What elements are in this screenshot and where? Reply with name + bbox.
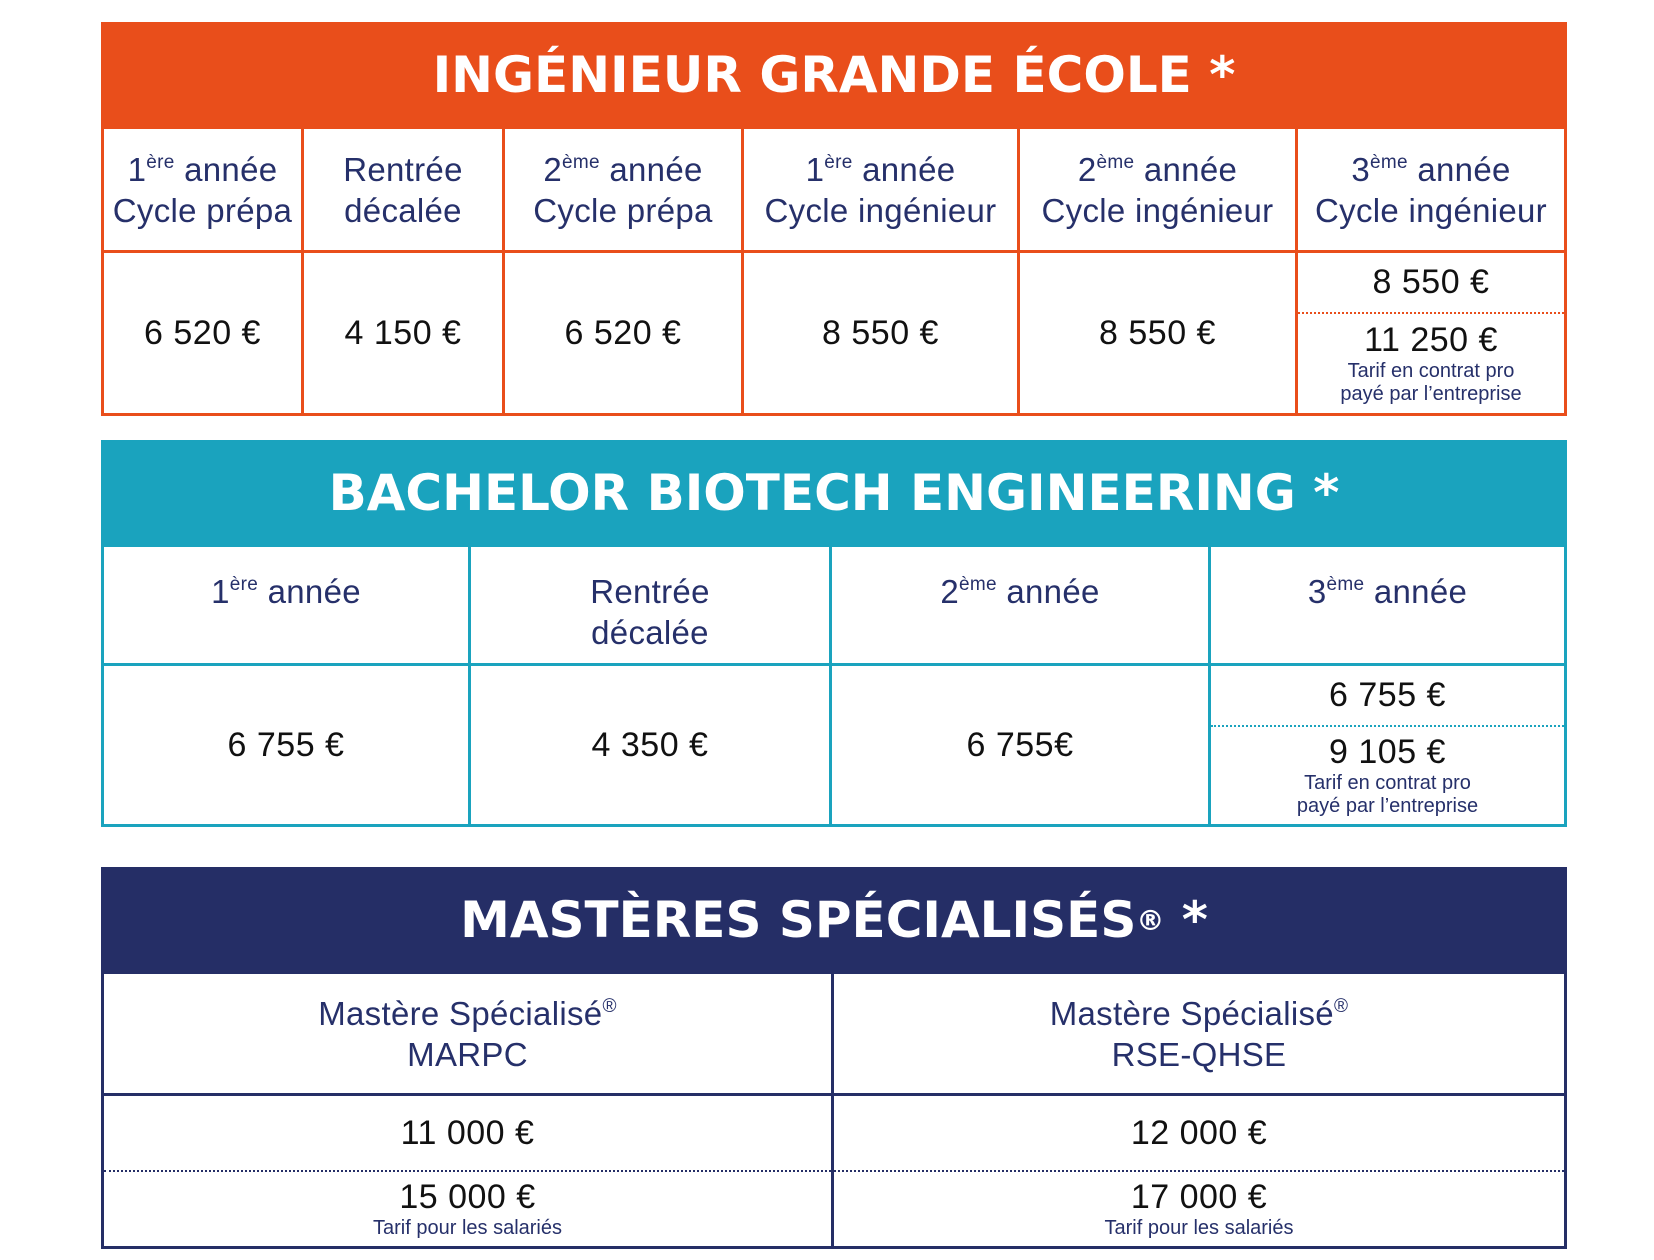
bachelor-table — [101, 544, 1567, 827]
price-cell: 8 550 € — [1020, 253, 1298, 413]
ingenieur-title: INGÉNIEUR GRANDE ÉCOLE — [432, 46, 1192, 104]
price-note-line1: Tarif en contrat pro — [1304, 772, 1471, 794]
masteres-price-row — [104, 1096, 1564, 1246]
year-word: année — [609, 150, 703, 188]
ingenieur-asterisk: * — [1209, 46, 1236, 104]
price-salaries: 15 000 € — [399, 1178, 536, 1216]
year-word: année — [862, 150, 956, 188]
year-word: année — [1143, 150, 1238, 188]
price-cell: 6 520 € — [104, 253, 304, 413]
cycle-label: Cycle ingénieur — [1041, 191, 1274, 229]
year-number: 1 — [211, 573, 230, 610]
bachelor-col-header — [104, 547, 471, 663]
price-note-line1: Tarif en contrat pro — [1347, 360, 1515, 382]
year-number: 1 — [805, 150, 825, 188]
year-word: année — [1373, 573, 1468, 610]
price-cell-split — [834, 1096, 1564, 1246]
bachelor-col-header — [832, 547, 1211, 663]
header-line1: Rentrée — [590, 573, 710, 610]
ingenieur-header-row — [104, 129, 1564, 253]
masteres-title: MASTÈRES SPÉCIALISÉS — [460, 891, 1137, 949]
cycle-label: Cycle prépa — [112, 191, 293, 229]
bachelor-col-header — [471, 547, 832, 663]
ingenieur-table — [101, 126, 1567, 416]
year-suffix: ème — [562, 151, 600, 173]
bachelor-header-row — [104, 547, 1564, 666]
bachelor-title: BACHELOR BIOTECH ENGINEERING — [328, 464, 1296, 522]
price-contrat-pro: 11 250 € — [1364, 321, 1498, 359]
year-number: 2 — [1077, 150, 1097, 188]
program-name: MARPC — [407, 1035, 528, 1073]
cycle-label: Cycle ingénieur — [764, 191, 997, 229]
registered-mark: ® — [1136, 903, 1165, 937]
year-suffix: ème — [1096, 151, 1135, 173]
year-suffix: ème — [1326, 574, 1365, 595]
year-suffix: ème — [1370, 151, 1408, 173]
bachelor-asterisk: * — [1313, 464, 1340, 522]
masteres-col-header — [834, 974, 1564, 1093]
ingenieur-price-row — [104, 253, 1564, 413]
cycle-label: Cycle prépa — [533, 191, 713, 229]
year-suffix: ème — [959, 574, 997, 595]
year-number: 3 — [1307, 573, 1327, 610]
price-cell-split — [1211, 666, 1564, 824]
price-cell-split — [1298, 253, 1564, 413]
price-cell-split — [104, 1096, 834, 1246]
price-standard: 8 550 € — [1298, 253, 1564, 314]
year-word: année — [1006, 573, 1100, 610]
program-label: Mastère Spécialisé — [318, 994, 603, 1032]
year-word: année — [1417, 150, 1511, 188]
price-cell: 4 350 € — [471, 666, 832, 824]
year-number: 1 — [127, 150, 147, 188]
masteres-section — [101, 867, 1567, 1249]
price-note: Tarif pour les salariés — [1104, 1217, 1294, 1239]
ingenieur-col-header — [1020, 129, 1298, 250]
program-name: RSE-QHSE — [1111, 1035, 1287, 1073]
price-salaries: 17 000 € — [1130, 1178, 1268, 1216]
price-note-line2: payé par l’entreprise — [1340, 383, 1522, 405]
registered-mark: ® — [1333, 995, 1349, 1017]
price-cell: 6 520 € — [505, 253, 744, 413]
header-line2: décalée — [344, 191, 462, 229]
year-suffix: ère — [146, 151, 175, 173]
bachelor-col-header — [1211, 547, 1564, 663]
price-cell: 6 755 € — [104, 666, 471, 824]
header-line2: décalée — [591, 614, 709, 651]
year-word: année — [184, 150, 278, 188]
price-note-line2: payé par l’entreprise — [1296, 795, 1479, 817]
masteres-asterisk: * — [1181, 891, 1208, 949]
masteres-header-row — [104, 974, 1564, 1096]
registered-mark: ® — [602, 995, 617, 1017]
bachelor-price-row — [104, 666, 1564, 824]
ingenieur-title-banner — [101, 22, 1567, 128]
price-note: Tarif pour les salariés — [373, 1217, 562, 1239]
year-suffix: ère — [824, 151, 853, 173]
bachelor-title-banner — [101, 440, 1567, 546]
price-contrat-pro: 9 105 € — [1329, 733, 1446, 771]
price-standard: 11 000 € — [104, 1096, 831, 1172]
ingenieur-col-header — [104, 129, 304, 250]
ingenieur-section — [101, 22, 1567, 416]
price-cell: 4 150 € — [304, 253, 505, 413]
ingenieur-col-header — [1298, 129, 1564, 250]
year-number: 2 — [940, 573, 960, 610]
year-word: année — [267, 573, 361, 610]
ingenieur-col-header — [505, 129, 744, 250]
year-suffix: ère — [229, 574, 259, 595]
cycle-label: Cycle ingénieur — [1315, 191, 1547, 229]
price-cell: 6 755€ — [832, 666, 1211, 824]
masteres-title-banner — [101, 867, 1567, 973]
ingenieur-col-header — [744, 129, 1020, 250]
price-standard: 12 000 € — [834, 1096, 1564, 1172]
year-number: 2 — [543, 150, 563, 188]
program-label: Mastère Spécialisé — [1049, 994, 1334, 1032]
year-number: 3 — [1351, 150, 1371, 188]
price-cell: 8 550 € — [744, 253, 1020, 413]
ingenieur-col-header — [304, 129, 505, 250]
header-line1: Rentrée — [343, 150, 463, 188]
masteres-table — [101, 971, 1567, 1249]
masteres-col-header — [104, 974, 834, 1093]
price-standard: 6 755 € — [1211, 666, 1564, 727]
bachelor-section — [101, 440, 1567, 827]
